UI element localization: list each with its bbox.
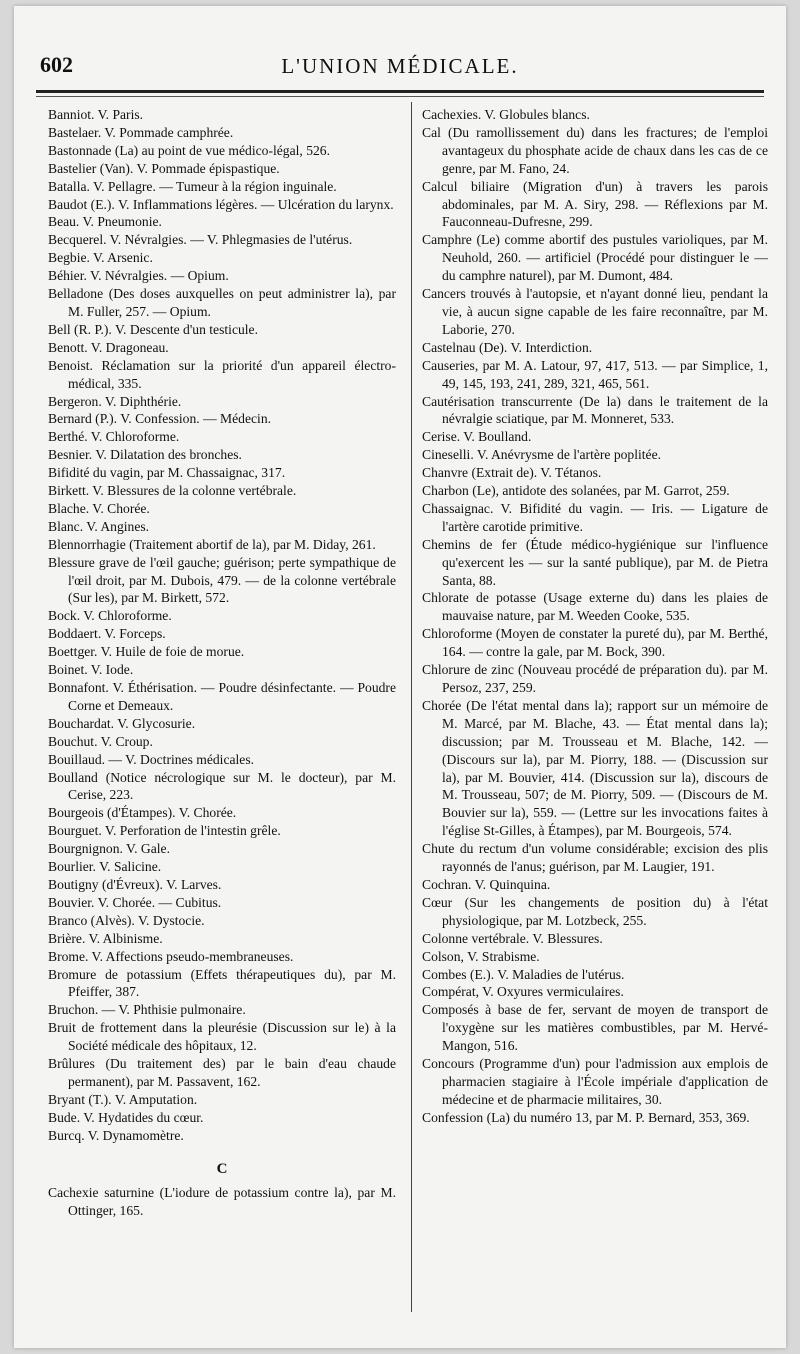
index-entry: Combes (E.). V. Maladies de l'utérus. xyxy=(422,966,625,982)
index-entry: Brière. V. Albinisme. xyxy=(48,930,163,946)
index-entry: Chloroforme (Moyen de constater la pureté du), par M. Berthé, 164. — contre la gale, par M. Bock, 390. xyxy=(422,626,768,660)
index-entry: Bastelaer. V. Pommade camphrée. xyxy=(48,124,234,140)
index-entry: Calcul biliaire (Migration d'un) à travers les parois abdominales, par M. A. Siry, 298. — Réflexions par M. Fauconneau-Dufresne, 299. xyxy=(422,178,768,230)
index-entry: Bifidité du vagin, par M. Chassaignac, 317. xyxy=(48,465,286,481)
page-number: 602 xyxy=(40,52,73,77)
index-entry: Blanc. V. Angines. xyxy=(48,518,150,534)
index-entry: Bouchut. V. Croup. xyxy=(48,733,153,749)
index-entry: Concours (Programme d'un) pour l'admission aux emplois de pharmacien stagiaire à l'École impériale d'application de médecine et de pharmacie militaires, 30. xyxy=(422,1056,768,1107)
index-entry: Cachexies. V. Globules blancs. xyxy=(422,107,590,122)
index-entry: Blessure grave de l'œil gauche; guérison; perte sympathique de l'œil droit, par M. Dubois, 479. — de la colonne vertébrale (Sur les), par M. Birkett, 572. xyxy=(48,554,396,606)
index-entry: Camphre (Le) comme abortif des pustules varioliques, par M. Neuhold, 260. — artificiel (Procédé pour distinguer le — du camphre naturel), par M. Dumont, 484. xyxy=(422,232,768,284)
index-entry: Colonne vertébrale. V. Blessures. xyxy=(422,930,603,946)
index-entry: Chute du rectum d'un volume considérable; excision des plis rayonnés de l'anus; guérison, par M. Laugier, 191. xyxy=(422,841,768,875)
section-letter: C xyxy=(216,1160,228,1177)
index-entry: Bude. V. Hydatides du cœur. xyxy=(48,1109,204,1125)
index-entry: Banniot. V. Paris. xyxy=(48,107,144,122)
index-entry: Blennorrhagie (Traitement abortif de la), par M. Diday, 261. xyxy=(48,536,376,552)
index-entry: Bourgeois (d'Étampes). V. Chorée. xyxy=(48,805,237,821)
index-entry: Boutigny (d'Évreux). V. Larves. xyxy=(48,876,222,892)
index-entry: Birkett. V. Blessures de la colonne vertébrale. xyxy=(48,483,297,499)
index-entry: Colson, V. Strabisme. xyxy=(422,948,540,964)
index-entry: Chlorure de zinc (Nouveau procédé de préparation du). par M. Persoz, 237, 259. xyxy=(422,662,768,695)
index-entry: Chassaignac. V. Bifidité du vagin. — Iris. — Ligature de l'artère carotide primitive. xyxy=(422,500,768,534)
index-entry: Begbie. V. Arsenic. xyxy=(48,250,153,266)
index-entry: Cineselli. V. Anévrysme de l'artère poplitée. xyxy=(422,447,662,463)
index-entry: Béhier. V. Névralgies. — Opium. xyxy=(48,268,229,284)
index-entry: Charbon (Le), antidote des solanées, par M. Garrot, 259. xyxy=(422,483,730,499)
index-entry: Cerise. V. Boulland. xyxy=(422,429,532,445)
header-rule-thin xyxy=(36,96,764,97)
index-entry: Chemins de fer (Étude médico-hygiénique sur l'influence qu'exercent les — sur la santé publique), par M. de Pietra Santa, 88. xyxy=(422,536,768,588)
index-entry: Castelnau (De). V. Interdiction. xyxy=(422,339,593,355)
index-entry: Causeries, par M. A. Latour, 97, 417, 513. — par Simplice, 1, 49, 145, 193, 241, 289, 321, 465, 561. xyxy=(422,357,768,391)
index-entry: Bonnafont. V. Éthérisation. — Poudre désinfectante. — Poudre Corne et Demeaux. xyxy=(48,680,396,713)
index-entry: Bell (R. P.). V. Descente d'un testicule. xyxy=(48,321,258,337)
index-entry: Baudot (E.). V. Inflammations légères. — Ulcération du larynx. xyxy=(48,196,394,212)
index-entry: Chanvre (Extrait de). V. Tétanos. xyxy=(422,465,602,481)
index-entry: Burcq. V. Dynamomètre. xyxy=(48,1127,184,1143)
index-entry: Beau. V. Pneumonie. xyxy=(48,214,162,230)
index-entry: Chorée (De l'état mental dans la); rapport sur un mémoire de M. Marcé, par M. Blache, 43. — État mental dans la); discussion; par M. Trousseau et M. Blache, 142. — (Discours sur la), par M. Piorry, 188. — (Discussion sur la), par M. Bouvier, 414. (Discussion sur la), discours de M. Trousseau, 507; de M. Piorry, 509. — (Discours de M. Bouvier sur la), 559. — (Lettre sur les invocations faites à l'église St-Gilles, à Étampes), par M. Bourgeois, 574. xyxy=(422,697,768,839)
index-entry: Bergeron. V. Diphthérie. xyxy=(48,393,182,409)
index-entry: Bastelier (Van). V. Pommade épispastique. xyxy=(48,160,280,176)
index-entry: Chlorate de potasse (Usage externe du) dans les plaies de mauvaise nature, par M. Weeden Cooke, 535. xyxy=(422,590,768,624)
index-entry: Cautérisation transcurrente (De la) dans le traitement de la névralgie sciatique, par M. Monneret, 533. xyxy=(422,393,768,427)
index-entry: Bernard (P.). V. Confession. — Médecin. xyxy=(48,411,272,427)
right-column xyxy=(422,106,768,1336)
index-entry: Boettger. V. Huile de foie de morue. xyxy=(48,644,245,660)
index-entry: Berthé. V. Chloroforme. xyxy=(48,429,180,445)
index-entry: Brome. V. Affections pseudo-membraneuses. xyxy=(48,948,294,964)
index-entry: Blache. V. Chorée. xyxy=(48,500,150,516)
left-column xyxy=(48,106,396,1336)
index-entry: Batalla. V. Pellagre. — Tumeur à la région inguinale. xyxy=(48,178,337,194)
index-entry: Bromure de potassium (Effets thérapeutiques du), par M. Pfeiffer, 387. xyxy=(48,966,396,1000)
index-entry: Boulland (Notice nécrologique sur M. le docteur), par M. Cerise, 223. xyxy=(48,769,396,803)
index-entry: Boddaert. V. Forceps. xyxy=(48,626,166,642)
index-entry: Bruit de frottement dans la pleurésie (Discussion sur le) à la Société médicale des hôpitaux, 12. xyxy=(48,1020,396,1054)
index-entry: Benott. V. Dragoneau. xyxy=(48,339,169,355)
index-entry: Besnier. V. Dilatation des bronches. xyxy=(48,447,242,463)
index-entry: Boinet. V. Iode. xyxy=(48,662,134,678)
index-entry: Bourgnignon. V. Gale. xyxy=(48,841,170,857)
index-entry: Cachexie saturnine (L'iodure de potassium contre la), par M. Ottinger, 165. xyxy=(48,1185,396,1219)
index-entry: Cœur (Sur les changements de position du) à l'état physiologique, par M. Lotzbeck, 255. xyxy=(422,894,768,928)
index-entry: Compérat, V. Oxyures vermiculaires. xyxy=(422,984,624,1000)
index-entry: Cal (Du ramollissement du) dans les fractures; de l'emploi avantageux du phosphate acide de chaux dans les cas de ce genre, par M. Fano, 24. xyxy=(422,124,768,176)
index-entry: Bock. V. Chloroforme. xyxy=(48,608,172,624)
index-entry: Bouchardat. V. Glycosurie. xyxy=(48,715,196,731)
index-entry: Bruchon. — V. Phthisie pulmonaire. xyxy=(48,1002,246,1018)
index-entry: Confession (La) du numéro 13, par M. P. Bernard, 353, 369. xyxy=(422,1109,750,1125)
index-entry: Cochran. V. Quinquina. xyxy=(422,876,551,892)
index-entry: Bouillaud. — V. Doctrines médicales. xyxy=(48,751,255,767)
index-entry: Composés à base de fer, servant de moyen de transport de l'oxygène sur les matières combustibles, par M. Hervé-Mangon, 516. xyxy=(422,1002,768,1054)
index-entry: Cancers trouvés à l'autopsie, et n'ayant donné lieu, pendant la vie, à aucun signe capable de les faire reconnaître, par M. Laborie, 270. xyxy=(422,286,768,337)
index-entry: Bouvier. V. Chorée. — Cubitus. xyxy=(48,894,222,910)
index-entry: Becquerel. V. Névralgies. — V. Phlegmasies de l'utérus. xyxy=(48,232,353,248)
index-entry: Bourlier. V. Salicine. xyxy=(48,859,162,875)
index-entry: Branco (Alvès). V. Dystocie. xyxy=(48,912,205,928)
index-entry: Benoist. Réclamation sur la priorité d'un appareil électro-médical, 335. xyxy=(48,357,396,391)
index-entry: Belladone (Des doses auxquelles on peut administrer la), par M. Fuller, 257. — Opium. xyxy=(48,286,396,319)
index-entry: Brûlures (Du traitement des) par le bain d'eau chaude permanent), par M. Passavent, 162. xyxy=(48,1056,396,1089)
index-entry: Bourguet. V. Perforation de l'intestin grêle. xyxy=(48,823,281,839)
header-rule xyxy=(36,90,764,93)
page xyxy=(14,6,786,1348)
page-header xyxy=(14,6,786,96)
index-entry: Bastonnade (La) au point de vue médico-légal, 526. xyxy=(48,142,330,158)
column-divider xyxy=(411,102,412,1312)
running-title: L'UNION MÉDICALE. xyxy=(281,54,519,78)
index-entry: Bryant (T.). V. Amputation. xyxy=(48,1091,198,1107)
